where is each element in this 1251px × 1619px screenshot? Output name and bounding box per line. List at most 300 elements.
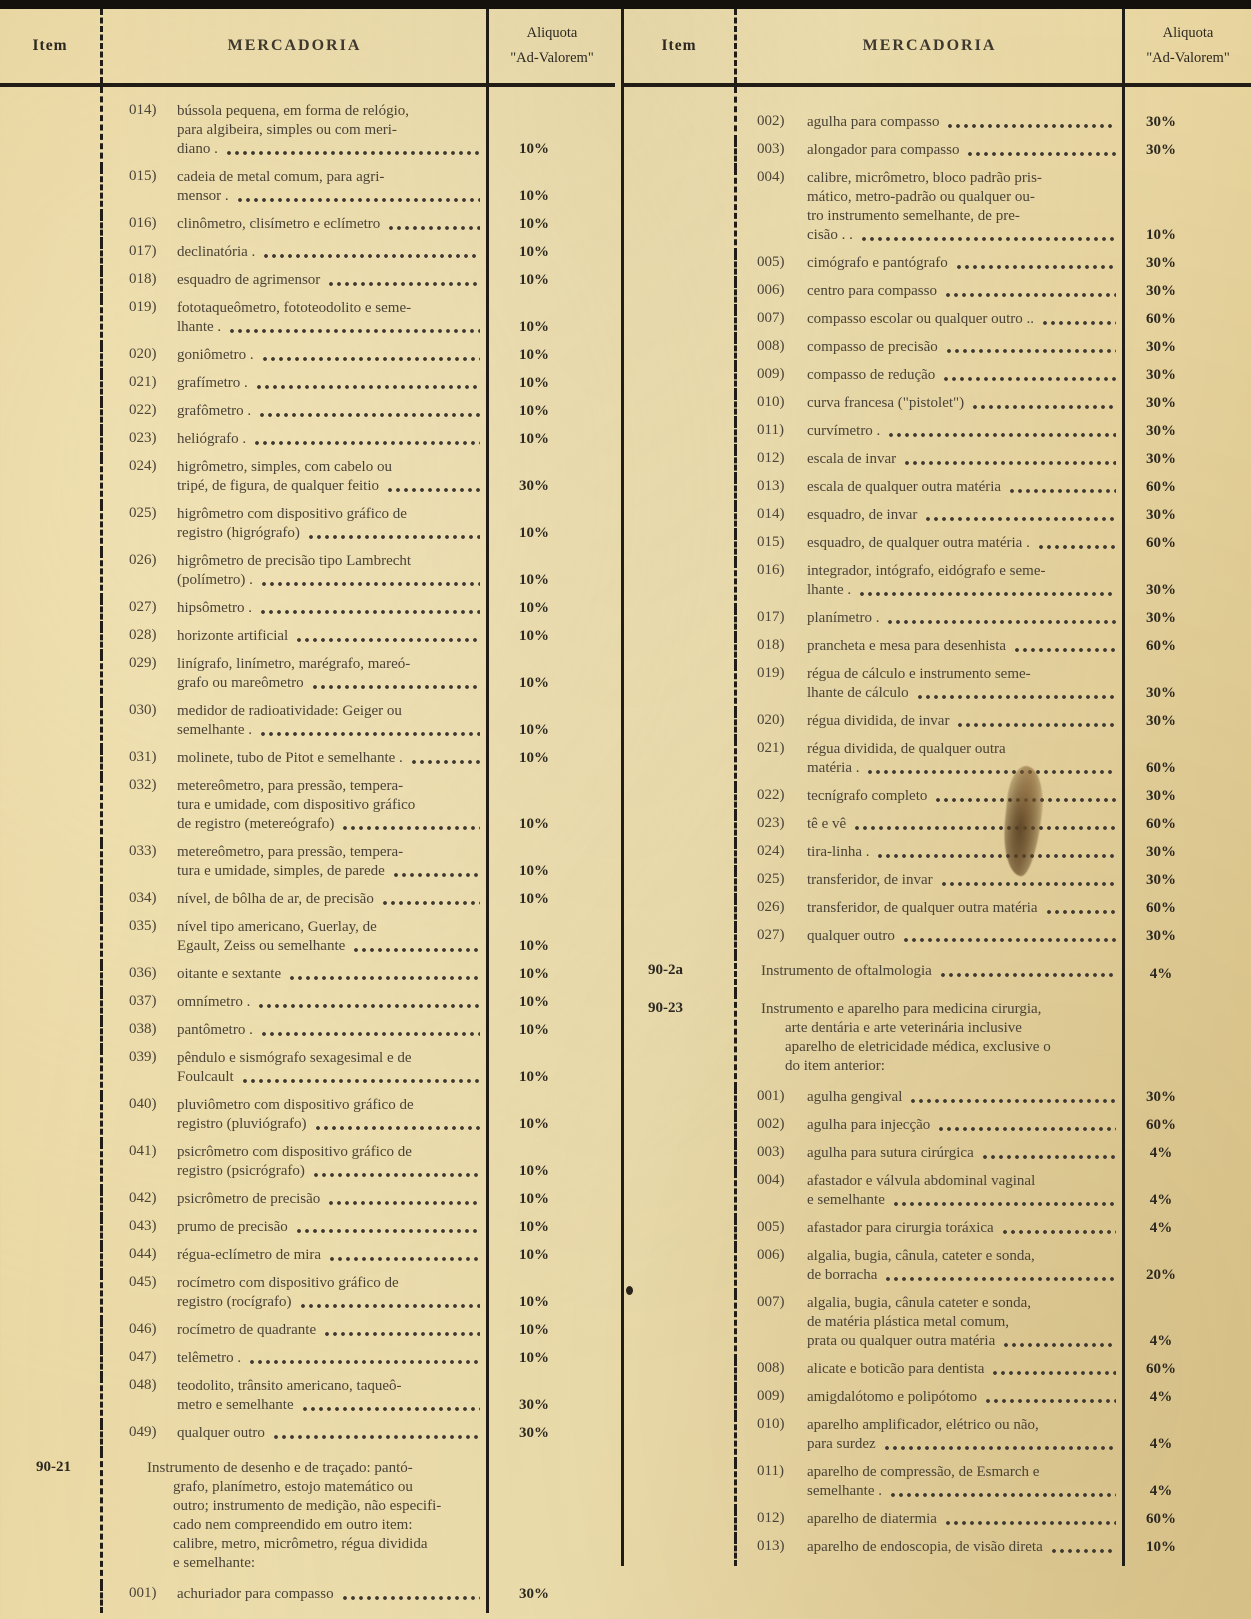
entry-text <box>177 1585 482 1604</box>
entry-number: 020) <box>129 346 157 362</box>
mercadoria-cell <box>734 562 1125 609</box>
entry-number: 032) <box>129 777 157 793</box>
entry-text <box>177 843 482 881</box>
mercadoria-cell <box>734 1510 1125 1538</box>
table-row <box>0 1049 615 1096</box>
table-row <box>624 366 1251 394</box>
item-code-cell <box>0 1096 100 1143</box>
table-row <box>0 1218 615 1246</box>
mercadoria-cell <box>100 168 489 215</box>
entry-text <box>807 1294 1118 1351</box>
rate-cell <box>1125 87 1251 141</box>
entry-number: 047) <box>129 1349 157 1365</box>
dot-leader <box>1002 1332 1116 1351</box>
rate-value: 4% <box>1149 1333 1173 1349</box>
item-code-cell <box>624 843 734 871</box>
entry-line: semelhante . <box>807 1483 882 1499</box>
rate-cell <box>489 749 615 777</box>
entry-line: mático, metro-padrão ou qualquer ou- <box>807 189 1035 205</box>
item-code-cell <box>0 552 100 599</box>
item-code: 90-23 <box>648 1000 683 1016</box>
table-row <box>624 141 1251 169</box>
entry <box>103 243 482 262</box>
mercadoria-cell <box>734 815 1125 843</box>
rate-value: 10% <box>519 216 549 232</box>
mercadoria-cell <box>734 609 1125 637</box>
dot-leader <box>991 1360 1116 1379</box>
entry <box>103 1246 482 1265</box>
item-code-cell <box>0 458 100 505</box>
item-code-cell <box>624 1360 734 1388</box>
rate-value: 10% <box>519 816 549 832</box>
dot-leader <box>1041 310 1116 329</box>
mercadoria-cell <box>100 1274 489 1321</box>
entry <box>737 534 1118 553</box>
mercadoria-cell <box>734 843 1125 871</box>
entry-number: 005) <box>757 254 785 270</box>
rate-cell <box>489 346 615 374</box>
entry-line: clinômetro, clisímetro e eclímetro <box>177 216 381 232</box>
rate-value: 10% <box>519 272 549 288</box>
entry-number: 036) <box>129 965 157 981</box>
rate-value: 30% <box>1146 395 1176 411</box>
entry-line: metereômetro, para pressão, tempera- <box>177 778 404 794</box>
entry-text <box>177 1021 482 1040</box>
table-row <box>0 918 615 965</box>
entry <box>103 1274 482 1312</box>
entry-number: 034) <box>129 890 157 906</box>
mercadoria-cell <box>100 243 489 271</box>
mercadoria-cell <box>100 918 489 965</box>
item-code-cell <box>0 215 100 243</box>
mercadoria-cell <box>100 1585 489 1613</box>
mercadoria-cell <box>100 1424 489 1452</box>
dot-leader <box>886 609 1116 628</box>
rate-value: 10% <box>519 628 549 644</box>
rate-cell <box>1125 665 1251 712</box>
rate-cell <box>489 1246 615 1274</box>
mercadoria-cell <box>100 87 489 168</box>
rate-value: 30% <box>1146 114 1176 130</box>
table-row <box>0 1021 615 1049</box>
entry-text <box>177 168 482 206</box>
mercadoria-cell <box>100 215 489 243</box>
entry-line: aparelho amplificador, elétrico ou não, <box>807 1417 1039 1433</box>
entry <box>103 168 482 206</box>
entry <box>103 1349 482 1368</box>
rate-cell <box>489 243 615 271</box>
table-row <box>624 1416 1251 1463</box>
dot-leader <box>1001 1219 1116 1238</box>
entry-line: grafo ou mareômetro <box>177 675 304 691</box>
rate-cell <box>489 374 615 402</box>
entry <box>103 1143 482 1181</box>
table-row <box>0 1274 615 1321</box>
entry-number: 007) <box>757 1294 785 1310</box>
dot-leader <box>257 993 480 1012</box>
entry-line: esquadro de agrimensor <box>177 272 321 288</box>
rate-value: 30% <box>1146 367 1176 383</box>
entry <box>737 169 1118 245</box>
rate-cell <box>489 215 615 243</box>
dot-leader <box>260 1021 480 1040</box>
mercadoria-cell <box>100 299 489 346</box>
entry-number: 021) <box>757 740 785 756</box>
dot-leader <box>937 1116 1116 1135</box>
rate-value: 30% <box>1146 928 1176 944</box>
mercadoria-cell <box>734 871 1125 899</box>
dot-leader <box>258 402 480 421</box>
rate-cell <box>1125 740 1251 787</box>
table-row <box>624 1538 1251 1566</box>
item-code-cell <box>0 655 100 702</box>
entry <box>103 843 482 881</box>
table-row <box>0 1377 615 1424</box>
rate-cell <box>1125 1144 1251 1172</box>
rate-cell <box>489 505 615 552</box>
entry <box>737 254 1118 273</box>
tariff-table-right <box>621 9 1251 1566</box>
entry-number: 022) <box>129 402 157 418</box>
dot-leader <box>311 674 480 693</box>
item-code-cell <box>624 478 734 506</box>
entry-text <box>177 655 482 693</box>
table-row <box>624 338 1251 366</box>
column-header-aliquota <box>1125 9 1251 83</box>
dot-leader <box>288 965 480 984</box>
entry-line: outro; instrumento de medição, não especifi- <box>173 1498 442 1514</box>
rate-cell <box>489 458 615 505</box>
entry-text <box>129 1459 482 1573</box>
item-code-cell <box>624 1538 734 1566</box>
table-row <box>624 450 1251 478</box>
entry-text <box>807 562 1118 600</box>
entry-text <box>807 1388 1118 1407</box>
rate-cell <box>1125 927 1251 955</box>
dot-leader <box>295 627 480 646</box>
dot-leader <box>892 1191 1116 1210</box>
entry <box>737 962 1118 981</box>
dot-leader <box>860 226 1116 245</box>
rate-value: 60% <box>1146 311 1176 327</box>
entry <box>103 215 482 234</box>
rate-cell <box>1125 843 1251 871</box>
table-row <box>0 627 615 655</box>
aliquota-label-line2: "Ad-Valorem" <box>510 50 594 66</box>
entry <box>103 1321 482 1340</box>
item-code-cell <box>624 310 734 338</box>
ink-speck <box>626 1286 633 1295</box>
entry-text <box>177 1349 482 1368</box>
rate-value: 10% <box>519 966 549 982</box>
dot-leader <box>295 1218 480 1237</box>
rate-cell <box>1125 254 1251 282</box>
entry-line: régua dividida, de qualquer outra <box>807 741 1006 757</box>
entry-number: 014) <box>757 506 785 522</box>
dot-leader <box>387 215 480 234</box>
mercadoria-cell <box>734 1088 1125 1116</box>
entry-line: matéria . <box>807 760 860 776</box>
dot-leader <box>876 843 1116 862</box>
item-code-cell <box>0 1049 100 1096</box>
rate-cell <box>1125 141 1251 169</box>
mercadoria-cell <box>734 955 1125 993</box>
rate-cell <box>489 1349 615 1377</box>
mercadoria-cell <box>100 627 489 655</box>
entry-text <box>177 918 482 956</box>
entry-number: 010) <box>757 1416 785 1432</box>
item-code-cell <box>624 1294 734 1360</box>
table-row <box>0 552 615 599</box>
entry-text <box>177 1321 482 1340</box>
rate-cell <box>489 1452 615 1585</box>
entry-line: tecnígrafo completo <box>807 788 928 804</box>
entry-text <box>177 1049 482 1087</box>
table-row <box>0 1349 615 1377</box>
entry <box>737 871 1118 890</box>
entry-line: pantômetro . <box>177 1022 253 1038</box>
entry <box>737 310 1118 329</box>
dot-leader <box>903 450 1116 469</box>
dot-leader <box>392 862 480 881</box>
page-top-edge <box>0 0 1251 9</box>
mercadoria-cell <box>734 282 1125 310</box>
entry-line: semelhante . <box>177 722 252 738</box>
entry-number: 025) <box>757 871 785 887</box>
dot-leader <box>255 374 480 393</box>
item-code-cell <box>0 1424 100 1452</box>
item-code-cell <box>0 346 100 374</box>
entry-number: 041) <box>129 1143 157 1159</box>
entry <box>737 1116 1118 1135</box>
item-code-cell <box>0 299 100 346</box>
dot-leader <box>944 1510 1116 1529</box>
dot-leader <box>858 581 1116 600</box>
entry-number: 008) <box>757 338 785 354</box>
rate-value: 10% <box>519 1163 549 1179</box>
entry-number: 021) <box>129 374 157 390</box>
dot-leader <box>1013 637 1116 656</box>
dot-leader <box>866 759 1116 778</box>
entry <box>737 113 1118 132</box>
entry-text <box>807 712 1118 731</box>
entry-line: tura e umidade, com dispositivo gráfico <box>177 797 416 813</box>
entry-text <box>177 1143 482 1181</box>
item-code-cell <box>624 1088 734 1116</box>
entry <box>737 637 1118 656</box>
dot-leader <box>328 1246 480 1265</box>
item-code-cell <box>624 422 734 450</box>
entry-number: 006) <box>757 282 785 298</box>
entry-line: algalia, bugia, cânula cateter e sonda, <box>807 1295 1032 1311</box>
entry-number: 018) <box>757 637 785 653</box>
rate-value: 60% <box>1146 760 1176 776</box>
table-row <box>624 899 1251 927</box>
entry-number: 023) <box>757 815 785 831</box>
entry-line: escala de invar <box>807 451 897 467</box>
entry-number: 027) <box>129 599 157 615</box>
entry <box>737 366 1118 385</box>
entry-line: grafômetro . <box>177 403 252 419</box>
dot-leader <box>940 871 1116 890</box>
table-body <box>624 87 1251 1566</box>
entry-line: tro instrumento semelhante, de pre- <box>807 208 1020 224</box>
entry-number: 031) <box>129 749 157 765</box>
item-code-cell <box>624 1510 734 1538</box>
entry-line: integrador, intógrafo, eidógrafo e seme- <box>807 563 1046 579</box>
entry-text <box>807 871 1118 890</box>
entry-text <box>807 740 1118 778</box>
entry-text <box>177 890 482 909</box>
rate-cell <box>489 843 615 890</box>
table-row <box>624 534 1251 562</box>
entry-text <box>177 1246 482 1265</box>
rate-value: 30% <box>519 1397 549 1413</box>
entry-line: prancheta e mesa para desenhista <box>807 638 1007 654</box>
table-row <box>624 740 1251 787</box>
rate-cell <box>1125 1294 1251 1360</box>
entry-number: 015) <box>129 168 157 184</box>
entry-line: algalia, bugia, cânula, cateter e sonda, <box>807 1248 1035 1264</box>
entry <box>103 346 482 365</box>
entry-text <box>177 1218 482 1237</box>
entry-line: para surdez <box>807 1436 876 1452</box>
item-code-cell <box>0 1452 100 1585</box>
item-code-cell <box>624 740 734 787</box>
entry-number: 003) <box>757 1144 785 1160</box>
entry <box>103 627 482 646</box>
table-row <box>0 271 615 299</box>
entry-line: grafo, planímetro, estojo matemático ou <box>173 1479 413 1495</box>
entry-line: achuriador para compasso <box>177 1586 334 1602</box>
entry-line: higrômetro de precisão tipo Lambrecht <box>177 553 412 569</box>
table-row <box>624 87 1251 141</box>
item-code-cell <box>0 1349 100 1377</box>
mercadoria-cell <box>734 1172 1125 1219</box>
entry-line: Egault, Zeiss ou semelhante <box>177 938 346 954</box>
table-row <box>0 505 615 552</box>
dot-leader <box>301 1396 480 1415</box>
mercadoria-cell <box>734 394 1125 422</box>
rate-cell <box>489 890 615 918</box>
entry <box>737 1416 1118 1454</box>
entry-text <box>807 1247 1118 1285</box>
entry-line: aparelho de endoscopia, de visão direta <box>807 1539 1043 1555</box>
entry-number: 002) <box>757 113 785 129</box>
dot-leader <box>323 1321 480 1340</box>
entry-text <box>177 1424 482 1443</box>
rate-cell <box>1125 1219 1251 1247</box>
table-row <box>624 282 1251 310</box>
table-row <box>624 815 1251 843</box>
entry <box>737 740 1118 778</box>
entry <box>103 965 482 984</box>
entry-line: calibre, metro, micrômetro, régua dividida <box>173 1536 428 1552</box>
entry-line: agulha gengival <box>807 1089 903 1105</box>
mercadoria-cell <box>734 141 1125 169</box>
entry <box>103 102 482 159</box>
mercadoria-cell <box>100 505 489 552</box>
entry-number: 035) <box>129 918 157 934</box>
entry-text <box>177 505 482 543</box>
mercadoria-cell <box>100 655 489 702</box>
rate-cell <box>1125 899 1251 927</box>
entry-number: 016) <box>129 215 157 231</box>
entry <box>103 1377 482 1415</box>
entry <box>737 843 1118 862</box>
table-row <box>624 1388 1251 1416</box>
table-row <box>0 299 615 346</box>
table-row <box>624 394 1251 422</box>
mercadoria-cell <box>734 366 1125 394</box>
rate-value: 4% <box>1149 1192 1173 1208</box>
entry <box>737 1247 1118 1285</box>
entry-number: 005) <box>757 1219 785 1235</box>
rate-value: 30% <box>1146 255 1176 271</box>
item-code-cell <box>0 374 100 402</box>
rate-value: 10% <box>519 1247 549 1263</box>
rate-value: 10% <box>519 938 549 954</box>
entry-line: molinete, tubo de Pitot e semelhante . <box>177 750 403 766</box>
rate-cell <box>1125 422 1251 450</box>
table-row <box>0 1321 615 1349</box>
mercadoria-cell <box>100 702 489 749</box>
mercadoria-cell <box>734 787 1125 815</box>
entry <box>737 1463 1118 1501</box>
rate-value: 10% <box>1146 227 1176 243</box>
entry-number: 001) <box>757 1088 785 1104</box>
entry-number: 048) <box>129 1377 157 1393</box>
table-row <box>0 993 615 1021</box>
rate-cell <box>1125 1463 1251 1510</box>
mercadoria-cell <box>734 450 1125 478</box>
entry-text <box>177 430 482 449</box>
entry-line: prata ou qualquer outra matéria <box>807 1333 996 1349</box>
table-row <box>0 346 615 374</box>
mercadoria-cell <box>100 993 489 1021</box>
entry-line: afastador e válvula abdominal vaginal <box>807 1173 1036 1189</box>
dot-leader <box>1045 899 1116 918</box>
mercadoria-cell <box>734 422 1125 450</box>
dot-leader <box>253 430 480 449</box>
entry-text <box>177 271 482 290</box>
rate-value: 30% <box>1146 610 1176 626</box>
entry-line: escala de qualquer outra matéria <box>807 479 1002 495</box>
dot-leader <box>225 140 480 159</box>
entry-number: 003) <box>757 141 785 157</box>
table-row <box>0 890 615 918</box>
aliquota-label-line1: Aliquota <box>526 25 578 42</box>
mercadoria-cell <box>734 338 1125 366</box>
table-row <box>0 777 615 843</box>
dot-leader <box>352 937 480 956</box>
rate-value: 10% <box>519 188 549 204</box>
entry-text <box>177 346 482 365</box>
table-row <box>624 1360 1251 1388</box>
entry-line: registro (psicrógrafo) <box>177 1163 305 1179</box>
entry-text <box>807 310 1118 329</box>
entry <box>737 1388 1118 1407</box>
item-code-cell <box>624 338 734 366</box>
entry-line: metro e semelhante <box>177 1397 294 1413</box>
item-code-cell <box>624 1144 734 1172</box>
dot-leader <box>241 1068 480 1087</box>
rate-cell <box>489 1190 615 1218</box>
entry <box>103 430 482 449</box>
entry-line: diano . <box>177 141 218 157</box>
rate-value: 60% <box>1146 816 1176 832</box>
entry-text <box>807 282 1118 301</box>
